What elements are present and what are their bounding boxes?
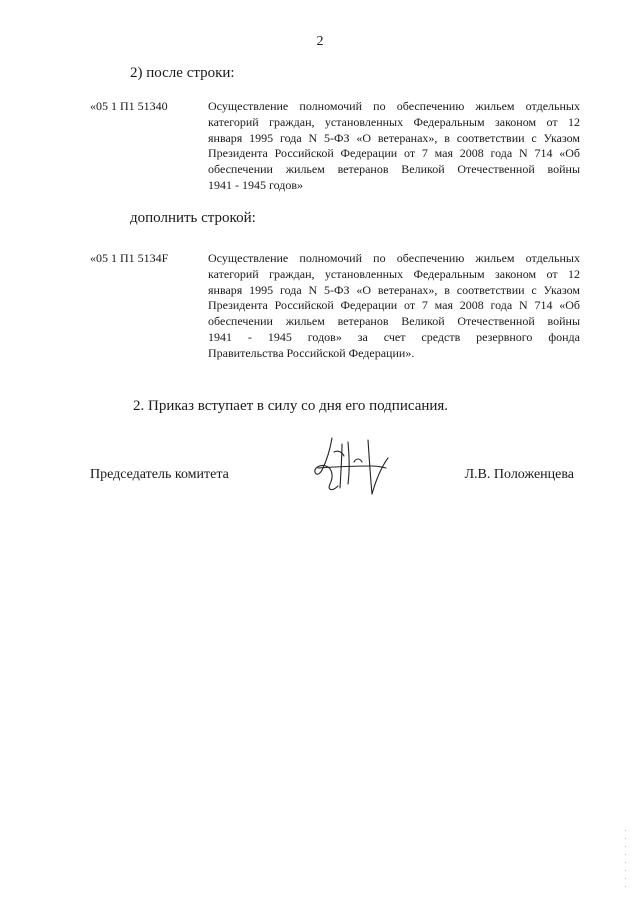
description-line: обеспечении жильем ветеранов Великой Отечественной войны bbox=[208, 314, 580, 329]
description-line: Президента Российской Федерации от 7 мая 2008 года N 714 «Об bbox=[208, 146, 580, 161]
signatory-name: Л.В. Положенцева bbox=[464, 467, 574, 482]
description-line: 1941 - 1945 годов» bbox=[208, 177, 304, 192]
order-effective-text: 2. Приказ вступает в силу со дня его подписания. bbox=[133, 398, 449, 414]
description-line: Правительства Российской Федерации». bbox=[208, 345, 415, 360]
description-line: 1941 - 1945 годов» за счет средств резервного фонда bbox=[208, 329, 580, 344]
description-line: января 1995 года N 5-ФЗ «О ветеранах», в соответствии с Указом bbox=[208, 130, 580, 145]
signatory-title: Председатель комитета bbox=[90, 467, 229, 482]
description-line: категорий граждан, установленных Федеральным законом от 12 bbox=[208, 266, 580, 281]
margin-dots-decoration bbox=[625, 830, 627, 890]
code-description bbox=[208, 99, 580, 194]
description-line: Осуществление полномочий по обеспечению жильем отдельных bbox=[208, 99, 580, 113]
code-description bbox=[208, 251, 580, 362]
handwritten-signature-icon bbox=[312, 436, 394, 498]
budget-code: «05 1 П1 51340 bbox=[90, 99, 168, 113]
description-line: категорий граждан, установленных Федеральным законом от 12 bbox=[208, 114, 580, 129]
description-line: Осуществление полномочий по обеспечению жильем отдельных bbox=[208, 251, 580, 265]
description-line: января 1995 года N 5-ФЗ «О ветеранах», в соответствии с Указом bbox=[208, 282, 580, 297]
budget-code: «05 1 П1 5134F bbox=[90, 251, 169, 265]
item-after-heading: 2) после строки: bbox=[130, 65, 235, 81]
page-number: 2 bbox=[316, 34, 324, 49]
description-line: Президента Российской Федерации от 7 мая 2008 года N 714 «Об bbox=[208, 298, 580, 313]
supplement-heading: дополнить строкой: bbox=[130, 210, 256, 226]
description-line: обеспечении жильем ветеранов Великой Отечественной войны bbox=[208, 162, 580, 177]
